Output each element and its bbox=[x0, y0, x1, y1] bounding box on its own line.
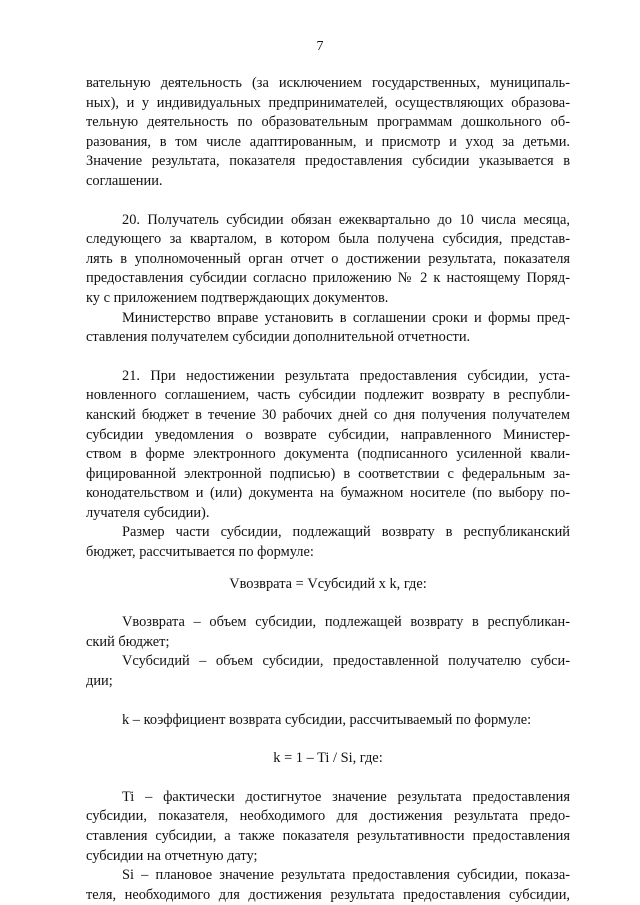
text-line: Министерство вправе установить в соглашении сроки и формы пред- bbox=[122, 309, 570, 326]
document-body bbox=[86, 74, 570, 905]
text-line: 20. Получатель субсидии обязан ежеквартально до 10 числа месяца, bbox=[122, 211, 570, 228]
definition-v-refund bbox=[86, 613, 570, 652]
text-line: Vсубсидий – объем субсидии, предоставленной получателю субси- bbox=[122, 653, 570, 670]
text-line: субсидии уведомления о возврате субсидии, направленного Министер- bbox=[86, 426, 570, 443]
text-line: субсидии, показателя, необходимого для достижения результата предо- bbox=[86, 808, 570, 825]
text-line: теля, необходимого для достижения результата предоставления субсидии, bbox=[86, 886, 570, 903]
formula-coefficient: k = 1 – Ti / Si, где: bbox=[273, 750, 383, 767]
text-line: следующего за кварталом, в котором была получена субсидия, представ- bbox=[86, 231, 570, 248]
text-line: ставления получателем субсидии дополнительной отчетности. bbox=[86, 329, 471, 346]
text-line: соглашении. bbox=[86, 172, 163, 189]
formula-refund-volume: Vвозврата = Vсубсидий x k, где: bbox=[229, 575, 427, 592]
text-line: Размер части субсидии, подлежащий возврату в республиканский bbox=[122, 524, 570, 541]
paragraph-spacer bbox=[86, 192, 570, 211]
text-line: вательную деятельность (за исключением государственных, муниципаль- bbox=[86, 75, 570, 91]
text-line: Ti – фактически достигнутое значение результата предоставления bbox=[122, 788, 570, 805]
paragraph-intro bbox=[86, 74, 570, 192]
text-line: ку с приложением подтверждающих документов. bbox=[86, 289, 389, 306]
paragraph-spacer bbox=[86, 692, 570, 711]
text-line: Значение результата, показателя предоставления субсидии указывается в bbox=[86, 153, 570, 170]
page-number: 7 bbox=[316, 39, 324, 54]
definition-k bbox=[86, 711, 570, 731]
text-line: ставления субсидии, а также показателя результативности предоставления bbox=[86, 828, 570, 844]
paragraph-20 bbox=[86, 211, 570, 309]
text-line: ский бюджет; bbox=[86, 633, 170, 650]
text-line: фицированной электронной подписью) в соответствии с федеральным за- bbox=[86, 465, 570, 482]
paragraph-21 bbox=[86, 367, 570, 524]
text-line: предоставления субсидии согласно приложению № 2 к настоящему Поряд- bbox=[86, 270, 570, 287]
text-line: конодательством и (или) документа на бумажном носителе (по выбору по- bbox=[86, 485, 570, 502]
text-line: 21. При недостижении результата предоставления субсидии, уста- bbox=[122, 367, 570, 384]
text-line: тельную деятельность по образовательным программам дошкольного об- bbox=[86, 114, 570, 131]
text-line: ных), и у индивидуальных предпринимателей, осуществляющих образова- bbox=[86, 94, 570, 111]
text-line: бюджет, рассчитывается по формуле: bbox=[86, 544, 314, 561]
definition-v-subsidy bbox=[86, 652, 570, 691]
text-line: ством в форме электронного документа (подписанного усиленной квали- bbox=[86, 446, 570, 463]
text-line: лять в уполномоченный орган отчет о достижении результата, показателя bbox=[86, 250, 570, 267]
paragraph-spacer bbox=[86, 769, 570, 788]
text-line: канский бюджет в течение 30 рабочих дней со дня получения получателем bbox=[86, 406, 570, 423]
paragraph-spacer bbox=[86, 348, 570, 367]
paragraph-20-reporting bbox=[86, 309, 570, 348]
paragraph-spacer bbox=[86, 563, 570, 575]
paragraph-spacer bbox=[86, 594, 570, 613]
definition-ti bbox=[86, 788, 570, 866]
text-line: разования, в том числе адаптированным, и присмотр и уход за детьми. bbox=[86, 133, 570, 150]
text-line: k – коэффициент возврата субсидии, рассчитываемый по формуле: bbox=[122, 711, 532, 728]
text-line: дии; bbox=[86, 673, 113, 690]
text-line: Vвозврата – объем субсидии, подлежащей возврату в республикан- bbox=[122, 614, 570, 631]
definition-si bbox=[86, 866, 570, 905]
paragraph-spacer bbox=[86, 730, 570, 749]
text-line: новленного соглашением, часть субсидии подлежит возврату в республи- bbox=[86, 387, 570, 404]
text-line: субсидии на отчетную дату; bbox=[86, 847, 258, 864]
paragraph-21-refund-size bbox=[86, 523, 570, 562]
text-line: лучателя субсидии). bbox=[86, 504, 210, 521]
text-line: Si – плановое значение результата предоставления субсидии, показа- bbox=[122, 867, 570, 884]
